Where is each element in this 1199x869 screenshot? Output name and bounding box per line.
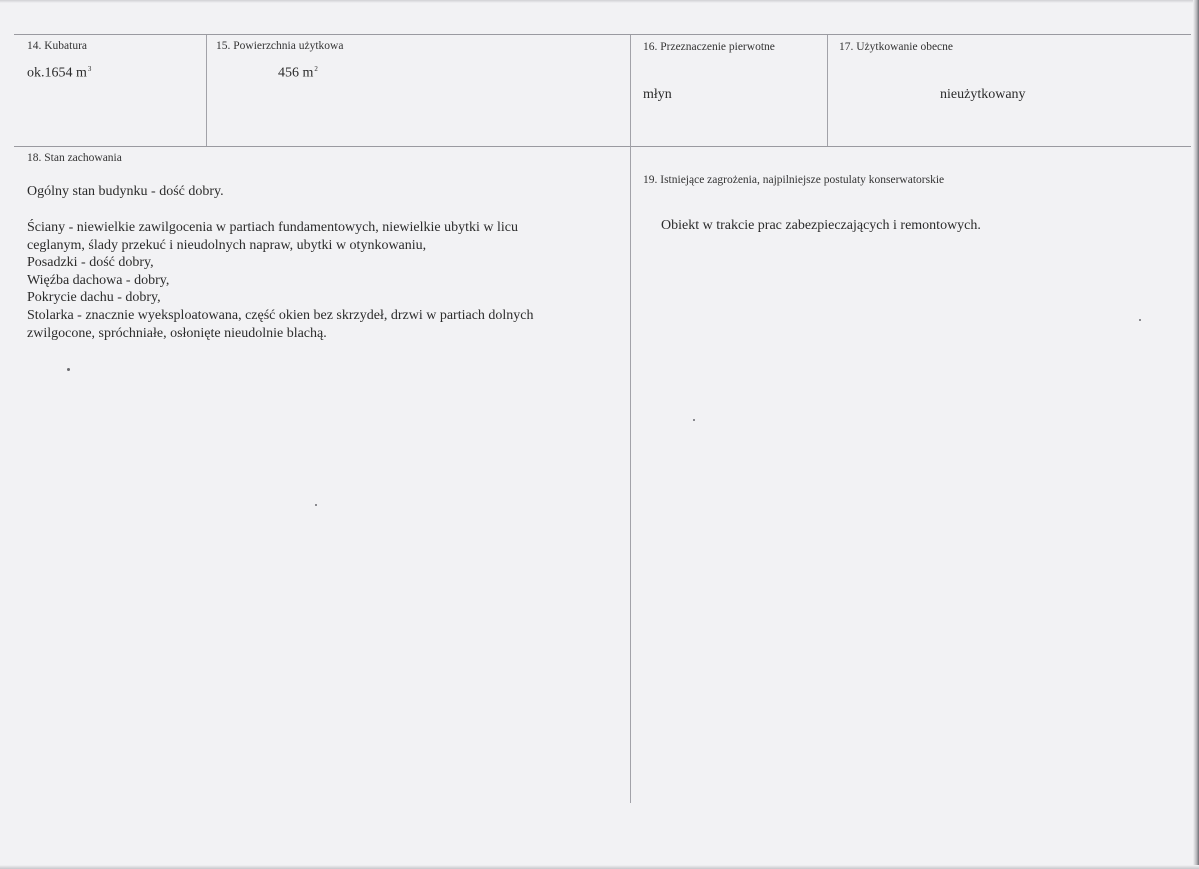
stan-details: [27, 219, 534, 342]
stan-line: zwilgocone, spróchniałe, osłonięte nieudolnie blachą.: [27, 325, 327, 341]
stan-line: ceglanym, ślady przekuć i nieudolnych napraw, ubytki w otynkowaniu,: [27, 237, 427, 253]
divider-16-17: [827, 35, 828, 146]
powierzchnia-unit-exponent: 2: [314, 65, 318, 73]
scan-speck: [67, 368, 70, 371]
kubatura-label: 14. Kubatura: [27, 40, 88, 52]
powierzchnia-label: 15. Powierzchnia użytkowa: [216, 40, 344, 52]
page-edge-right: [1193, 0, 1199, 869]
kubatura-number: ok.1654 m: [27, 65, 87, 81]
stan-line: Pokrycie dachu - dobry,: [27, 290, 161, 306]
zagrozenia-value: Obiekt w trakcie prac zabezpieczających i remontowych.: [661, 218, 981, 233]
center-divider: [630, 35, 631, 803]
row-divider-line: [14, 146, 1191, 147]
stan-summary: Ogólny stan budynku - dość dobry.: [27, 184, 224, 199]
stan-label: 18. Stan zachowania: [27, 152, 122, 164]
divider-14-15: [206, 35, 207, 146]
powierzchnia-number: 456 m: [278, 65, 314, 81]
kubatura-unit-exponent: 3: [87, 65, 92, 73]
uzytkowanie-label: 17. Użytkowanie obecne: [839, 41, 954, 53]
page-edge-bottom: [0, 865, 1199, 869]
uzytkowanie-value: nieużytkowany: [940, 87, 1026, 102]
przeznaczenie-value: młyn: [643, 87, 672, 102]
scan-speck: [1139, 319, 1141, 321]
powierzchnia-value: [278, 65, 318, 82]
top-border-line: [14, 34, 1191, 35]
stan-line: Ściany - niewielkie zawilgocenia w partiach fundamentowych, niewielkie ubytki w licu: [27, 220, 519, 235]
stan-line: Stolarka - znacznie wyeksploatowana, część okien bez skrzydeł, drzwi w partiach dolnych: [27, 307, 534, 323]
stan-line: Posadzki - dość dobry,: [27, 255, 154, 271]
kubatura-value: [27, 65, 91, 82]
zagrozenia-label: 19. Istniejące zagrożenia, najpilniejsze postulaty konserwatorskie: [643, 174, 945, 186]
page-edge-top: [0, 0, 1199, 3]
scan-speck: [693, 419, 695, 421]
scan-speck: [315, 504, 317, 506]
przeznaczenie-label: 16. Przeznaczenie pierwotne: [643, 41, 775, 53]
stan-line: Więźba dachowa - dobry,: [27, 272, 170, 288]
